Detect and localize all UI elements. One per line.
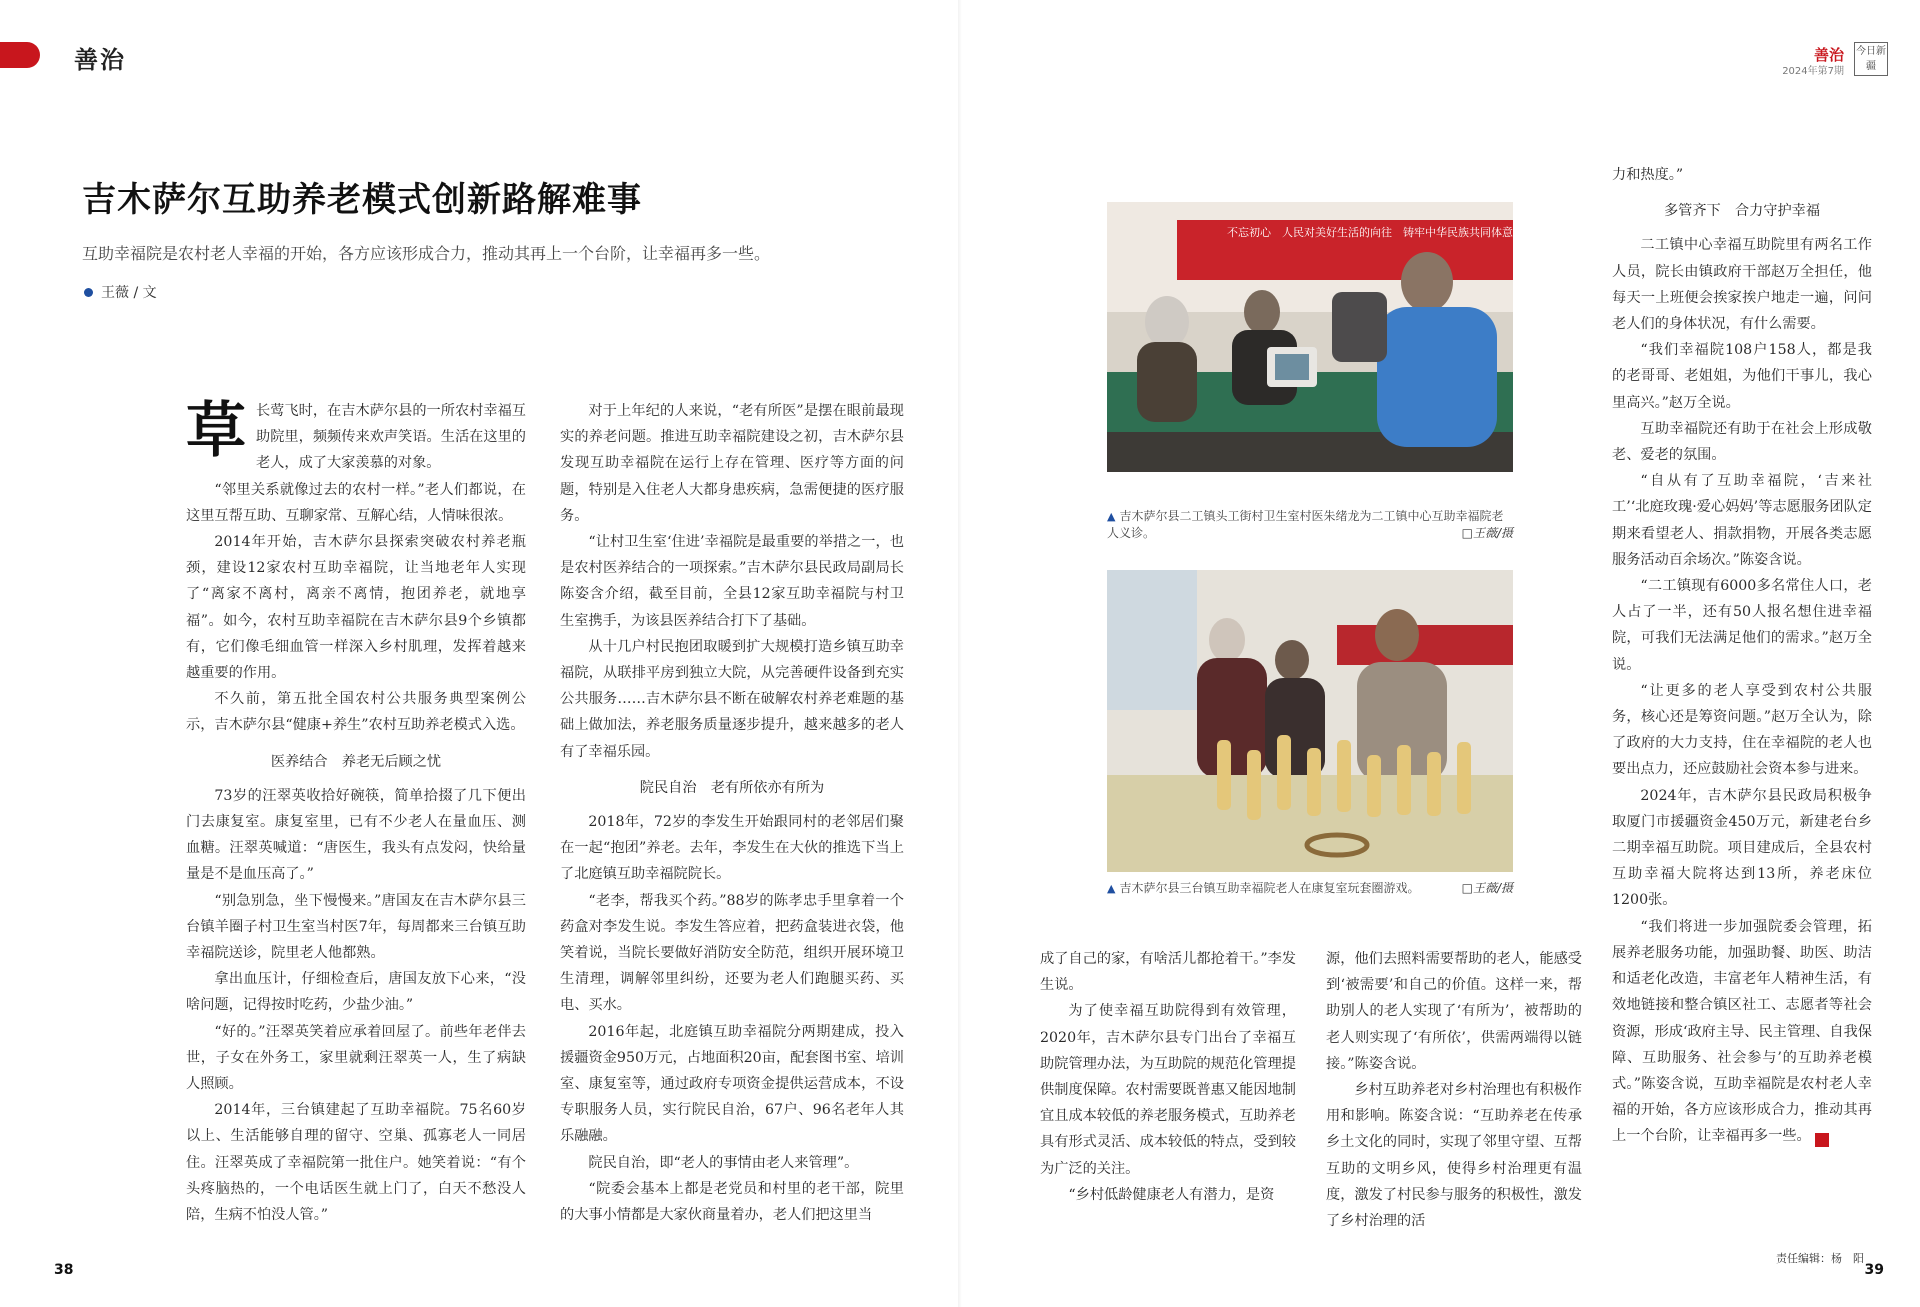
section-tab-marker [0, 42, 40, 68]
article-title: 吉木萨尔互助养老模式创新路解难事 [82, 180, 642, 220]
paragraph: “二工镇现有6000多名常住人口，老人占了一半，还有50人报名想住进幸福院，可我们无法满足他们的需求。”赵万全说。 [1612, 578, 1872, 673]
paragraph-text: “我们将进一步加强院委会管理，拓展养老服务功能，加强助餐、助医、助洁和适老化改造，丰富老年人精神生活，有效地链接和整合镇区社工、志愿者等社会资源，形成‘政府主导、民主管理、自我保障、互助服务、社会参与’的互助养老模式。”陈姿含说，互助幸福院是农村老人幸福的开始，各方应该形成合力，推动其再上一个台阶，让幸福再多一些。 [1612, 918, 1872, 1145]
paragraph: 拿出血压计，仔细检查后，唐国友放下心来，“没啥问题，记得按时吃药，少盐少油。” [186, 971, 526, 1014]
paragraph: 为了使幸福互助院得到有效管理，2020年，吉木萨尔县专门出台了幸福互助院管理办法，为互助院的规范化管理提供制度保障。农村需要既普惠又能因地制宜且成本较低的养老服务模式，互助养老具有形式灵活、成本较低的特点，受到较为广泛的关注。 [1040, 1003, 1296, 1177]
text-column-2 [560, 398, 904, 1228]
paragraph: “别急别急，坐下慢慢来。”唐国友在吉木萨尔县三台镇羊圈子村卫生室当村医7年，每周都来三台镇互助幸福院送诊，院里老人他都熟。 [186, 892, 526, 962]
magazine-logo: 今日新疆 [1854, 42, 1888, 76]
paragraph: “让村卫生室‘住进’幸福院是最重要的举措之一，也是农村医养结合的一项探索。”吉木萨尔县民政局副局长陈姿含介绍，截至目前，全县12家互助幸福院与村卫生室携手，为该县医养结合打下了基础。 [560, 534, 904, 629]
paragraph: 互助幸福院还有助于在社会上形成敬老、爱老的氛围。 [1612, 420, 1872, 464]
header-right [1728, 38, 1888, 78]
section-name-right: 善治 [1813, 46, 1844, 64]
section-heading: 医养结合 养老无后顾之忧 [270, 753, 442, 770]
end-mark-icon: J [1815, 1133, 1829, 1147]
byline-text: 王薇 / 文 [101, 285, 157, 301]
paragraph: “好的。”汪翠英笑着应承着回屋了。前些年老伴去世，子女在外务工，家里就剩汪翠英一人，生了病缺人照顾。 [186, 1023, 526, 1093]
editor-credit: 责任编辑：杨 阳 [1776, 1252, 1864, 1265]
paragraph: 成了自己的家，有啥活儿都抢着干。”李发生说。 [1040, 951, 1296, 994]
paragraph: 从十几户村民抱团取暖到扩大规模打造乡镇互助幸福院，从联排平房到独立大院，从完善硬件设备到充实公共服务……吉木萨尔县不断在破解农村养老难题的基础上做加法，养老服务质量逐步提升，越来越多的老人有了幸福乐园。 [560, 638, 904, 760]
caption-text: 吉木萨尔县二工镇头工街村卫生室村医朱绪龙为二工镇中心互助幸福院老人义诊。 [1107, 509, 1504, 540]
photo-caption-1 [1107, 508, 1513, 542]
text-column-1 [186, 398, 526, 1228]
photo-medical-checkup [1107, 202, 1568, 472]
photo-credit: □王薇/摄 [1461, 881, 1513, 895]
banner-text: 不忘初心 人民对美好生活的向往 铸牢中华民族共同体意识 主题活 [1227, 226, 1568, 239]
byline [84, 282, 157, 302]
photo-illustration [1107, 202, 1568, 472]
paragraph: 不久前，第五批全国农村公共服务典型案例公示，吉木萨尔县“健康+养生”农村互助养老模式入选。 [186, 691, 526, 734]
page-number-left: 38 [54, 1262, 74, 1278]
paragraph: 力和热度。” [1612, 167, 1684, 183]
photo-ring-toss-game [1107, 570, 1513, 872]
caption-text: 吉木萨尔县三台镇互助幸福院老人在康复室玩套圈游戏。 [1119, 881, 1420, 895]
text-column-3 [1040, 946, 1296, 1208]
text-column-4 [1326, 946, 1582, 1234]
paragraph: “让更多的老人享受到农村公共服务，核心还是筹资问题。”赵万全认为，除了政府的大力支持，住在幸福院的老人也要出点力，还应鼓励社会资本参与进来。 [1612, 682, 1872, 778]
paragraph: 2016年起，北庭镇互助幸福院分两期建成，投入援疆资金950万元，占地面积20亩，配套图书室、培训室、康复室等，通过政府专项资金提供运营成本，不设专职服务人员，实行院民自治，67户、96名老年人其乐融融。 [560, 1023, 904, 1145]
paragraph: 二工镇中心幸福互助院里有两名工作人员，院长由镇政府干部赵万全担任，他每天一上班便会挨家挨户地走一遍，问问老人们的身体状况，有什么需要。 [1612, 237, 1872, 333]
page-number-right: 39 [1864, 1262, 1884, 1278]
paragraph: 长莺飞时，在吉木萨尔县的一所农村幸福互助院里，频频传来欢声笑语。生活在这里的老人，成了大家羡慕的对象。 [256, 403, 526, 472]
section-heading: 多管齐下 合力守护幸福 [1663, 203, 1821, 220]
page-fold [958, 0, 962, 1307]
photo-credit: □王薇/摄 [1461, 526, 1513, 540]
paragraph: 2014年开始，吉木萨尔县探索突破农村养老瓶颈，建设12家农村互助幸福院，让当地老年人实现了“离家不离村，离亲不离情，抱团养老，就地享福”。如今，农村互助幸福院在吉木萨尔县9个乡镇都有，它们像毛细血管一样深入乡村肌理，发挥着越来越重要的作用。 [186, 534, 526, 682]
paragraph: 源，他们去照料需要帮助的老人，能感受到‘被需要’和自己的价值。这样一来，帮助别人的老人实现了‘有所为’，被帮助的老人则实现了‘有所依’，供需两端得以链接。”陈姿含说。 [1326, 951, 1582, 1072]
paragraph: 乡村互助养老对乡村治理也有积极作用和影响。陈姿含说：“互助养老在传承乡土文化的同时，实现了邻里守望、互帮互助的文明乡风，使得乡村治理更有温度，激发了村民参与服务的积极性，激发了乡村治理的活 [1326, 1082, 1582, 1230]
paragraph: “老李，帮我买个药。”88岁的陈孝忠手里拿着一个药盒对李发生说。李发生答应着，把药盒装进衣袋，他笑着说，当院长要做好消防安全防范，组织开展环境卫生清理，调解邻里纠纷，还要为老人们跑腿买药、买电、买水。 [560, 892, 904, 1014]
paragraph: 2014年，三台镇建起了互助幸福院。75名60岁以上、生活能够自理的留守、空巢、孤寡老人一同居住。汪翠英成了幸福院第一批住户。她笑着说：“有个头疼脑热的，一个电话医生就上门了，白天不愁没人陪，生病不怕没人管。” [186, 1102, 526, 1224]
photo-caption-2 [1107, 880, 1513, 897]
paragraph: “院委会基本上都是老党员和村里的老干部，院里的大事小情都是大家伙商量着办，老人们把这里当 [560, 1180, 904, 1224]
caption-triangle-icon: ▲ [1107, 882, 1116, 895]
paragraph [1612, 914, 1872, 1150]
caption-triangle-icon: ▲ [1107, 510, 1116, 523]
bullet-dot-icon [84, 288, 93, 297]
paragraph: 院民自治，即“老人的事情由老人来管理”。 [588, 1154, 859, 1171]
paragraph: 2024年，吉木萨尔县民政局积极争取厦门市援疆资金450万元，新建老台乡二期幸福互助院。项目建成后，全县农村互助幸福大院将达到13所，养老床位1200张。 [1612, 787, 1872, 909]
paragraph: 73岁的汪翠英收拾好碗筷，简单拾掇了几下便出门去康复室。康复室里，已有不少老人在量血压、测血糖。汪翠英喊道：“唐医生，我头有点发闷，快给量量是不是血压高了。” [186, 787, 526, 883]
paragraph: “我们幸福院108户158人，都是我的老哥哥、老姐姐，为他们干事儿，我心里高兴。”赵万全说。 [1612, 342, 1872, 411]
paragraph: 对于上年纪的人来说，“老有所医”是摆在眼前最现实的养老问题。推进互助幸福院建设之初，吉木萨尔县发现互助幸福院在运行上存在管理、医疗等方面的问题，特别是入住老人大都身患疾病，急需便捷的医疗服务。 [560, 403, 904, 524]
paragraph: “自从有了互助幸福院，‘吉来社工’‘北庭玫瑰·爱心妈妈’等志愿服务团队定期来看望老人、捐款捐物，开展各类志愿服务活动百余场次。”陈姿含说。 [1612, 473, 1872, 568]
section-name-left: 善治 [74, 45, 126, 74]
text-column-5 [1612, 162, 1872, 1150]
paragraph: “乡村低龄健康老人有潜力，是资 [1068, 1186, 1275, 1203]
paragraph: “邻里关系就像过去的农村一样。”老人们都说，在这里互帮互助、互聊家常、互解心结，人情味很浓。 [186, 481, 526, 524]
section-heading: 院民自治 老有所依亦有所为 [639, 779, 825, 796]
paragraph: 2018年，72岁的李发生开始跟同村的老邻居们聚在一起“抱团”养老。去年，李发生在大伙的推选下当上了北庭镇互助幸福院院长。 [560, 814, 904, 883]
article-lead: 互助幸福院是农村老人幸福的开始，各方应该形成合力，推动其再上一个台阶，让幸福再多一些。 [82, 244, 771, 263]
photo-illustration [1107, 570, 1513, 872]
issue-label: 2024年第7期 [1782, 66, 1844, 77]
drop-cap: 草 [186, 396, 246, 466]
